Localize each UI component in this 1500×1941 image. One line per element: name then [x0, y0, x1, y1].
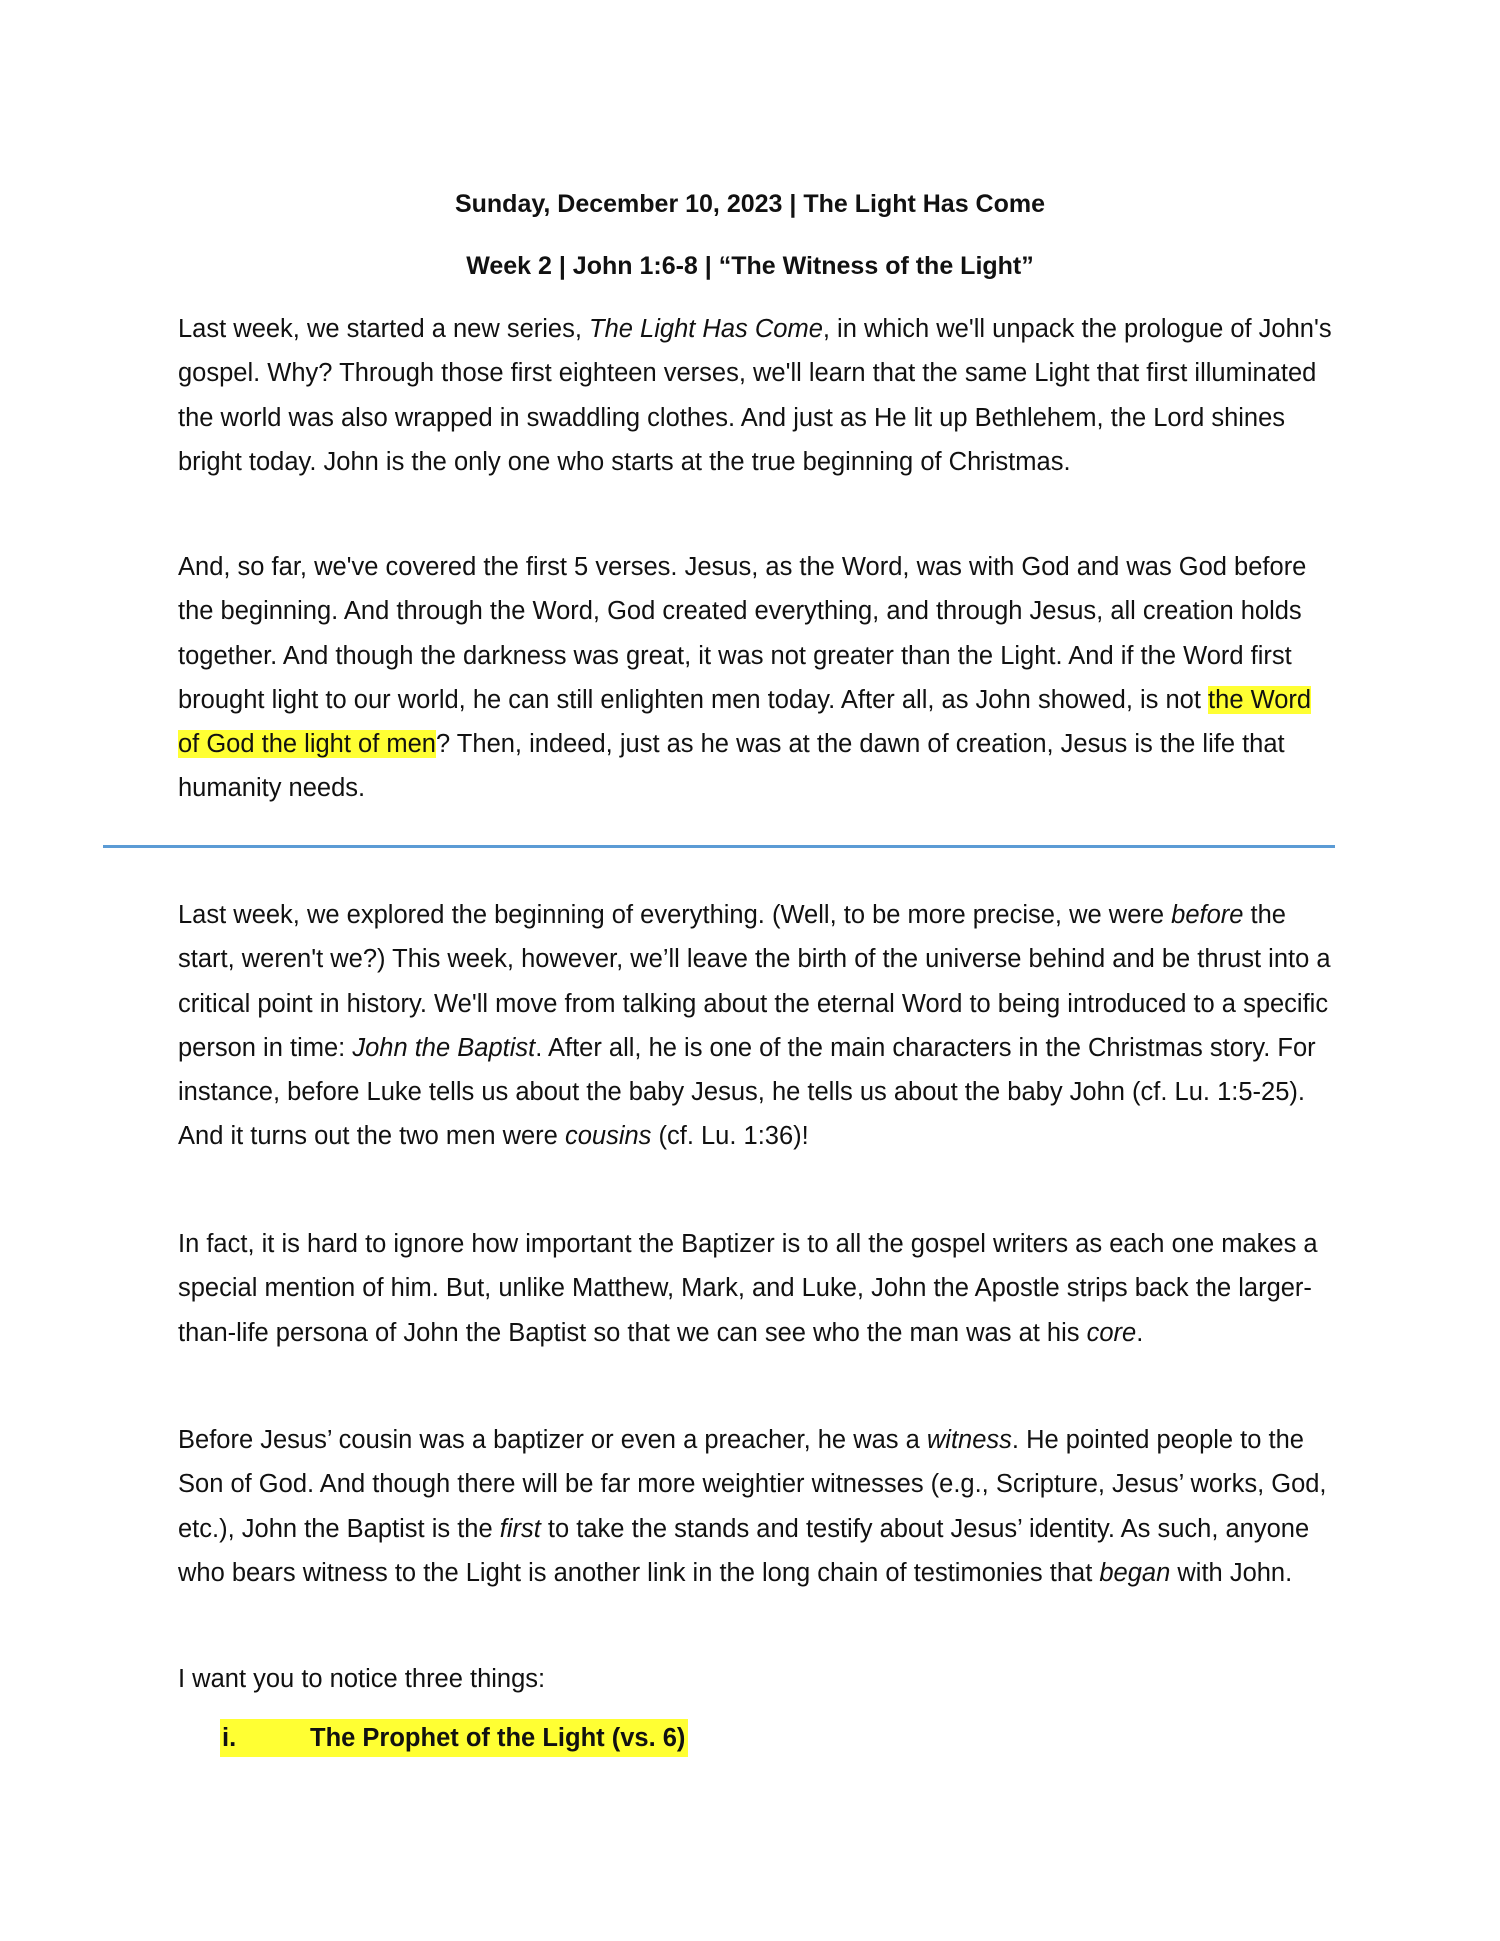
emphasis: cousins [564, 1122, 652, 1151]
body-paragraph-2 [178, 1222, 1338, 1355]
text-run: the start, weren't we?) This week, however, we’ll leave the birth of the universe behind and be thrust into a critical point in history. We'll move from talking about the eternal Word to being introduced to a specific person in time: [178, 901, 1331, 1062]
text-run: . After all, he is one of the main characters in the Christmas story. For instance, before Luke tells us about the baby Jesus, he tells us about the baby John (cf. Lu. 1:5-25). And it turns out the two men were [178, 1033, 1316, 1151]
section-divider [103, 845, 1335, 848]
text-run: ? Then, indeed, just as he was at the dawn of creation, Jesus is the life that humanity needs. [178, 730, 1285, 803]
body-paragraph-4: I want you to notice three things: [178, 1665, 546, 1693]
date-series-title: Sunday, December 10, 2023 | The Light Has Come [454, 190, 1046, 218]
body-paragraph-3 [178, 1418, 1338, 1595]
outline-heading-1 [220, 1719, 688, 1757]
text-run: In fact, it is hard to ignore how important the Baptizer is to all the gospel writers as each one makes a special mention of him. But, unlike Matthew, Mark, and Luke, John the Apostle strips back the larger-than-life persona of John the Baptist so that we can see who the man was at his [178, 1230, 1318, 1347]
emphasis: before [1171, 901, 1244, 929]
text-run: (cf. Lu. 1:36)! [651, 1122, 809, 1151]
intro-paragraph-2 [178, 545, 1338, 811]
text-run: . [1136, 1318, 1144, 1347]
emphasis: first [499, 1514, 541, 1543]
body-paragraph-1 [178, 893, 1338, 1159]
text-run: Last week, we explored the beginning of everything. (Well, to be more precise, we were [178, 901, 1172, 929]
intro-paragraph-1 [178, 307, 1338, 484]
text-run: , in which we'll unpack the prologue of John's gospel. Why? Through those first eighteen verses, we'll learn that the same Light that first illuminated the world was also wrapped in swaddling clothes. And just as He lit up Bethlehem, the Lord shines bright today. John is the only one who starts at the true beginning of Christmas. [178, 315, 1332, 476]
week-passage-title: Week 2 | John 1:6-8 | “The Witness of the Light” [466, 252, 1034, 280]
series-title-italic: The Light Has Come [589, 315, 823, 343]
text-run: with John. [1170, 1558, 1293, 1587]
text-run: to take the stands and testify about Jesus’ identity. As such, anyone who bears witness to the Light is another link in the long chain of testimonies that [178, 1514, 1310, 1587]
outline-title: The Prophet of the Light (vs. 6) [310, 1724, 686, 1752]
text-run: Last week, we started a new series, [178, 315, 590, 343]
text-run: And, so far, we've covered the first 5 verses. Jesus, as the Word, was with God and was God before the beginning. And through the Word, God created everything, and through Jesus, all creation holds together. And though the darkness was great, it was not greater than the Light. And if the Word first brought light to our world, he can still enlighten men today. After all, as John showed, is not [178, 553, 1307, 714]
emphasis: witness [926, 1426, 1012, 1454]
emphasis: began [1099, 1558, 1171, 1587]
emphasis: core [1086, 1318, 1137, 1347]
outline-number: i. [222, 1724, 237, 1752]
text-run: Before Jesus’ cousin was a baptizer or even a preacher, he was a [178, 1426, 927, 1454]
emphasis: John the Baptist [352, 1033, 536, 1062]
highlighted-phrase: the Word of God the light of men [178, 685, 1312, 759]
text-run: . He pointed people to the Son of God. And though there will be far more weightier witnesses (e.g., Scripture, Jesus’ works, God, etc.), John the Baptist is the [178, 1426, 1327, 1543]
